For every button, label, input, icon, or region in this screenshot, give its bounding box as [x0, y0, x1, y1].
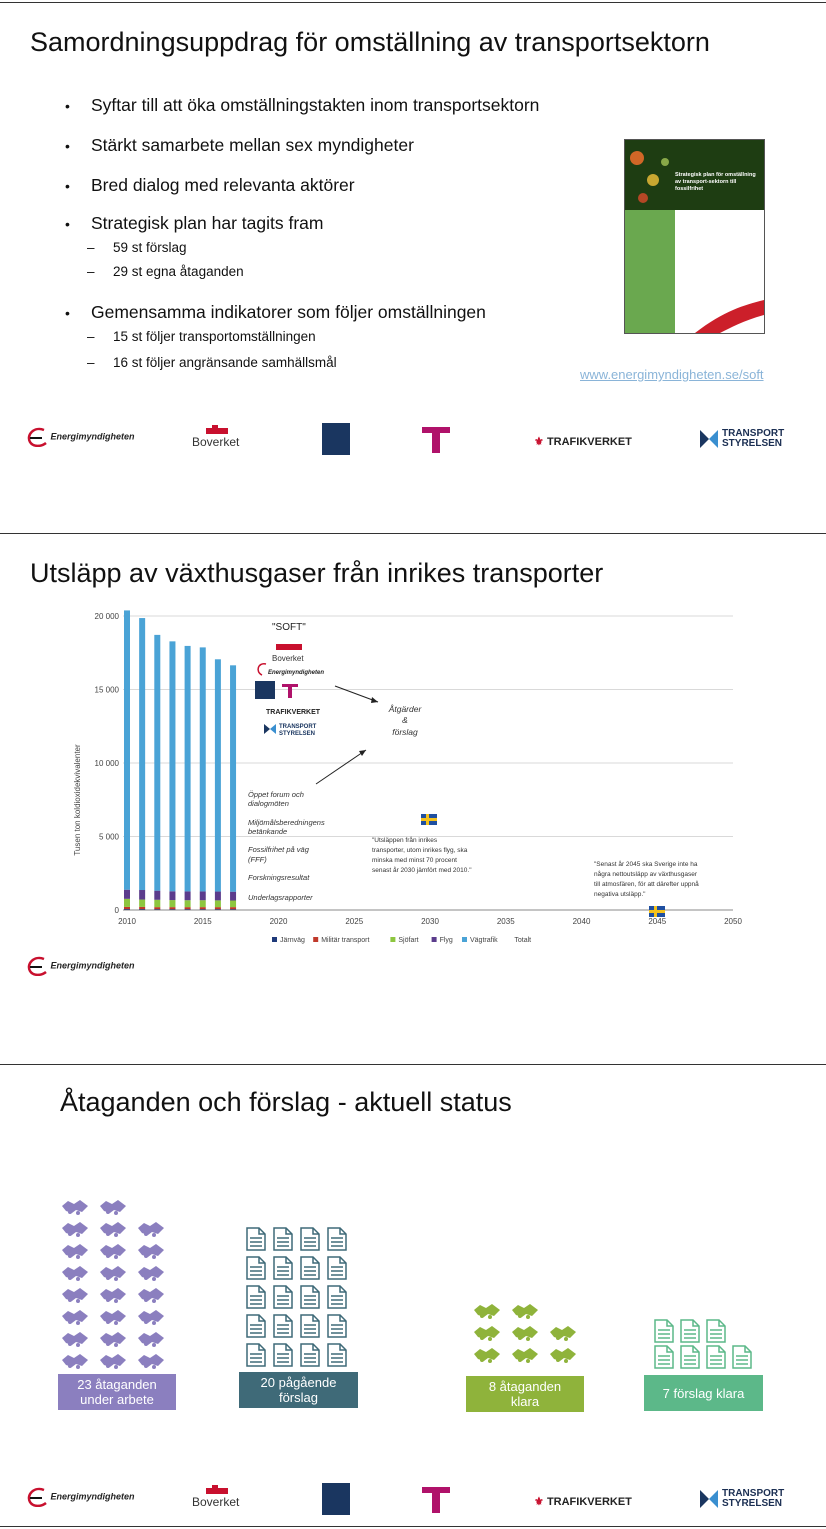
bullet-glyph: • [65, 98, 70, 114]
svg-text:senast år 2030 jämfört med 201: senast år 2030 jämfört med 2010." [372, 867, 472, 874]
bullet-list [65, 91, 625, 379]
x-tick-label: 2015 [193, 917, 212, 926]
document-icon [654, 1345, 674, 1374]
document-icon [300, 1343, 320, 1372]
x-tick-label: 2035 [496, 917, 515, 926]
bar-segment [139, 909, 145, 910]
transportstyrelsen-logo: TRANSPORT STYRELSEN [700, 429, 784, 449]
svg-text:negativa utsläpp.": negativa utsläpp." [594, 891, 646, 898]
svg-text:några nettoutsläpp av växthusg: några nettoutsläpp av växthusgaser [594, 871, 697, 878]
handshake-icon [136, 1351, 166, 1376]
legend-label: Sjöfart [398, 937, 419, 944]
report-cover-image [624, 139, 765, 334]
legend-label: Totalt [514, 937, 532, 944]
bar-segment [230, 665, 236, 891]
bar-segment [169, 907, 175, 909]
transport-small-label-2: STYRELSEN [279, 731, 316, 737]
bullet-text: Stärkt samarbete mellan sex myndigheter [91, 135, 414, 155]
arrow-top [335, 686, 378, 702]
sub-bullet [87, 329, 625, 355]
document-icon [654, 1319, 674, 1348]
bar-segment [139, 900, 145, 907]
document-icon [327, 1256, 347, 1285]
report-cover-title: Strategisk plan för omställning av transport-sektorn till fossilfrihet [675, 172, 756, 192]
x-tick-label: 2025 [345, 917, 364, 926]
handshake-icon [60, 1351, 90, 1376]
commitments-done-group [472, 1301, 592, 1371]
swedish-flag-2030 [421, 814, 437, 825]
dash-glyph: – [87, 355, 95, 370]
document-icon [246, 1285, 266, 1314]
trafikanalys-logo [420, 423, 460, 460]
bullet-item [65, 213, 625, 240]
handshake-icon [510, 1345, 540, 1370]
legend-label: Flyg [439, 937, 453, 944]
sub-bullet [87, 264, 625, 302]
soft-link[interactable]: www.energimyndigheten.se/soft [580, 367, 764, 382]
source-line: Forskningsresultat [248, 873, 310, 882]
bar-segment [139, 890, 145, 900]
soft-label: "SOFT" [272, 622, 306, 633]
document-icon [273, 1256, 293, 1285]
bar-segment [215, 907, 221, 909]
document-icon [300, 1285, 320, 1314]
y-tick-label: 5 000 [98, 832, 119, 842]
input-sources-list [248, 790, 325, 902]
handshake-icon [548, 1345, 578, 1370]
bullet-text: Bred dialog med relevanta aktörer [91, 175, 355, 195]
naturvard-small-logo [255, 681, 275, 699]
commitments-in-progress-group [60, 1197, 180, 1397]
bar-segment [154, 635, 160, 891]
bullet-glyph: • [65, 178, 70, 194]
energi-small-label: Energimyndigheten [268, 670, 325, 676]
legend-swatch [462, 937, 467, 942]
bar-segment [124, 890, 130, 899]
document-icon [246, 1256, 266, 1285]
agency-logo-cluster [255, 644, 324, 737]
document-icon [327, 1343, 347, 1372]
document-icon [300, 1227, 320, 1256]
atgarder-forslag: förslag [392, 727, 418, 737]
document-icon [246, 1314, 266, 1343]
transportstyrelsen-icon [700, 430, 718, 448]
trafikverket-logo: ⚜ TRAFIKVERKET [534, 436, 632, 448]
bar-segment [169, 641, 175, 891]
energimyndigheten-icon [26, 956, 48, 976]
svg-text:"Senast år 2045 ska Sverige in: "Senast år 2045 ska Sverige inte ha [594, 861, 698, 868]
source-line: Underlagsrapporter [248, 893, 313, 902]
document-icon [732, 1345, 752, 1374]
bar-segment [154, 900, 160, 907]
legend-label: Militär transport [321, 937, 370, 944]
transportstyrelsen-logo: TRANSPORT STYRELSEN [700, 1489, 784, 1509]
document-icon [300, 1314, 320, 1343]
bullet-glyph: • [65, 138, 70, 154]
document-icon [273, 1314, 293, 1343]
legend-label: Järnväg [280, 937, 305, 944]
document-icon [300, 1256, 320, 1285]
slide-3 [0, 1064, 826, 1527]
energimyndigheten-logo: Energimyndigheten [26, 427, 135, 447]
chart-legend [272, 937, 531, 944]
boverket-logo: Boverket [192, 1485, 242, 1509]
sub-bullet-text: 59 st förslag [113, 240, 187, 255]
x-tick-label: 2010 [118, 917, 136, 926]
dash-glyph: – [87, 240, 95, 255]
bar-segment [154, 909, 160, 910]
x-tick-label: 2020 [269, 917, 288, 926]
bar-segment [200, 891, 206, 900]
proposals-done-label: 7 förslag klara [644, 1375, 763, 1411]
quote-2030 [372, 836, 472, 874]
handshake-icon [98, 1351, 128, 1376]
source-line: (FFF) [248, 855, 267, 864]
bar-segment [230, 901, 236, 908]
bullet-item [65, 302, 625, 329]
bar-segment [200, 907, 206, 909]
bullet-text: Syftar till att öka omställningstakten inom transportsektorn [91, 95, 540, 115]
bar-segment [200, 900, 206, 907]
legend-swatch [432, 937, 437, 942]
commitments-in-progress-label: 23 åtaganden under arbete [58, 1374, 176, 1410]
bar-segment [185, 891, 191, 900]
document-icon [706, 1319, 726, 1348]
boverket-logo: Boverket [192, 425, 242, 449]
bar-segment [215, 892, 221, 901]
logo-bar [0, 421, 826, 461]
energimyndigheten-logo: Energimyndigheten [26, 1487, 135, 1507]
svg-text:"Utsläppen från inrikes: "Utsläppen från inrikes [372, 837, 438, 844]
bullet-item [65, 95, 625, 135]
trafikverket-small-label: TRAFIKVERKET [266, 709, 321, 716]
energi-small-icon [258, 664, 266, 675]
legend-swatch [313, 937, 318, 942]
document-icon [680, 1319, 700, 1348]
source-line: dialogmöten [248, 799, 289, 808]
boverket-icon [192, 425, 242, 435]
bullet-text: Strategisk plan har tagits fram [91, 213, 324, 233]
bar-segment [124, 907, 130, 909]
bar-segment [200, 647, 206, 891]
y-axis-ticks [95, 612, 120, 915]
y-tick-label: 0 [114, 906, 119, 915]
bar-segment [185, 646, 191, 891]
y-tick-label: 20 000 [94, 612, 119, 621]
bar-segment [185, 909, 191, 910]
commitments-done-label: 8 åtaganden klara [466, 1376, 584, 1412]
proposals-in-progress-group [246, 1227, 356, 1377]
naturvardsverket-logo [322, 423, 350, 455]
atgarder-label: Åtgärder [388, 704, 422, 714]
emissions-chart [0, 600, 826, 960]
document-icon [273, 1227, 293, 1256]
bullet-text: Gemensamma indikatorer som följer omställningen [91, 302, 486, 322]
bar-segment [154, 907, 160, 909]
source-line: betänkande [248, 827, 288, 836]
x-tick-label: 2040 [572, 917, 591, 926]
legend-swatch [390, 937, 395, 942]
slide-1-title: Samordningsuppdrag för omställning av transportsektorn [30, 27, 710, 57]
slide-1 [0, 2, 826, 465]
bullet-glyph: • [65, 216, 70, 232]
bullet-item [65, 175, 625, 213]
sub-bullet-text: 15 st följer transportomställningen [113, 329, 316, 344]
sub-bullet [87, 355, 625, 379]
y-axis-label: Tusen ton koldioxidekvivalenter [73, 744, 82, 856]
bar-segment [185, 900, 191, 907]
report-cover-graphic [625, 140, 764, 333]
bar-segment [169, 900, 175, 907]
swedish-flag-2045 [649, 906, 665, 917]
bar-series [124, 610, 236, 910]
source-line: Öppet forum och [248, 790, 304, 799]
dash-glyph: – [87, 264, 95, 279]
svg-text:minska med minst 70 procent: minska med minst 70 procent [372, 857, 457, 864]
sub-bullet [87, 240, 625, 264]
bar-segment [230, 892, 236, 901]
proposals-done-group [654, 1319, 764, 1379]
x-tick-label: 2050 [724, 917, 742, 926]
sub-bullet-text: 29 st egna åtaganden [113, 264, 244, 279]
y-tick-label: 10 000 [94, 759, 119, 768]
trafikanalys-small-icon [282, 684, 298, 698]
boverket-icon [192, 1485, 242, 1495]
bar-segment [169, 909, 175, 910]
legend-label: Vägtrafik [470, 937, 498, 944]
boverket-small-label: Boverket [272, 654, 304, 663]
transportstyrelsen-icon [700, 1490, 718, 1508]
proposals-in-progress-label: 20 pågående förslag [239, 1372, 358, 1408]
bar-segment [230, 907, 236, 909]
x-tick-label: 2030 [421, 917, 439, 926]
bar-segment [169, 891, 175, 900]
bar-segment [185, 907, 191, 909]
handshake-icon [472, 1345, 502, 1370]
document-icon [273, 1285, 293, 1314]
energimyndigheten-icon [26, 427, 48, 447]
document-icon [706, 1345, 726, 1374]
document-icon [246, 1343, 266, 1372]
x-tick-label: 2045 [648, 917, 667, 926]
transport-small-label-1: TRANSPORT [279, 724, 317, 730]
atgarder-amp: & [402, 715, 408, 725]
dash-glyph: – [87, 329, 95, 344]
bar-segment [215, 659, 221, 891]
logo-bar-slide3 [0, 1481, 826, 1521]
slide-2-title: Utsläpp av växthusgaser från inrikes transporter [30, 558, 604, 588]
bullet-item [65, 135, 625, 175]
x-axis-ticks [118, 917, 742, 926]
bar-segment [124, 899, 130, 907]
arrow-bottom [316, 750, 366, 784]
bar-segment [124, 909, 130, 910]
document-icon [273, 1343, 293, 1372]
trafikverket-logo: ⚜ TRAFIKVERKET [534, 1496, 632, 1508]
document-icon [327, 1314, 347, 1343]
document-icon [246, 1227, 266, 1256]
legend-swatch [272, 937, 277, 942]
slide-3-title: Åtaganden och förslag - aktuell status [60, 1087, 512, 1117]
energimyndigheten-logo-slide2: Energimyndigheten [26, 956, 135, 976]
y-tick-label: 15 000 [94, 685, 119, 695]
naturvardsverket-logo [322, 1483, 350, 1515]
bar-segment [139, 907, 145, 909]
quote-2045 [594, 860, 699, 898]
energimyndigheten-icon [26, 1487, 48, 1507]
document-icon [327, 1285, 347, 1314]
sub-bullet-text: 16 st följer angränsande samhällsmål [113, 355, 337, 370]
svg-text:transporter, utom inrikes flyg: transporter, utom inrikes flyg, ska [372, 847, 468, 854]
document-icon [327, 1227, 347, 1256]
source-line: Miljömålsberedningens [248, 818, 325, 827]
bar-segment [139, 618, 145, 890]
bar-segment [124, 610, 130, 889]
bar-segment [200, 909, 206, 910]
svg-text:till atmosfären, för att däref: till atmosfären, för att därefter uppnå [594, 881, 699, 888]
bar-segment [230, 909, 236, 910]
source-line: Fossilfrihet på väg [248, 845, 309, 854]
bar-segment [154, 891, 160, 900]
trafikanalys-icon [420, 423, 460, 455]
bar-segment [215, 900, 221, 907]
trafikanalys-icon [420, 1483, 460, 1515]
trafikanalys-logo [420, 1483, 460, 1520]
document-icon [680, 1345, 700, 1374]
bar-segment [215, 909, 221, 910]
bullet-glyph: • [65, 305, 70, 321]
